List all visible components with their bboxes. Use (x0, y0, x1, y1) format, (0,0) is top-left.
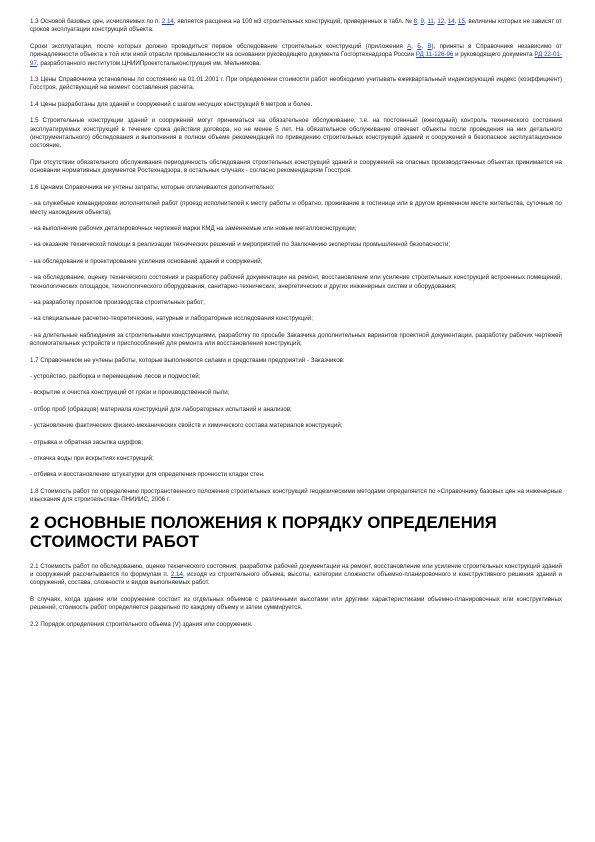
link-appendix-v[interactable]: В (427, 42, 432, 50)
list-item: - откачка воды при вскрытиях конструкций; (30, 455, 154, 462)
link-table-14[interactable]: 14 (447, 18, 455, 25)
link-appendix-a[interactable]: А (407, 42, 412, 50)
list-item: - на выполнение рабочих деталировочных чертежей марки КМД на заменяемые или новые металлоконструкции; (30, 224, 357, 232)
paragraph-1-3-prices-date: 1.3 Цены Справочника установлены по состоянию на 01.01.2001 г. При определении стоимости работ необходимо учитывать ежеквартальный индексирующий индекс (коэффициент) Госстроя, действующий на момент составления расчета. (30, 76, 562, 92)
link-appendix-b[interactable]: Б (417, 42, 422, 50)
paragraph-service-life: Сроки эксплуатации, после которых должно проводиться первое обследование строительных конструкций (приложения А, Б, В), приняты в Справочнике независимо от принадлежности объекта к той или иной отрасли промышленности на основании руководящего документа Госгортехнадзора России РД 11-126-96 и руководящего документа РД 22-01-97, разработанного институтом ЦНИИПроектстальконструкция им. Мельникова. (30, 42, 562, 67)
paragraph-2-1: 2.1 Стоимость работ по обследованию, оценке технического состояния, разработке рабочей документации на ремонт, восстановление или усиление строительных конструкций зданий и сооружений рассчитывается по формулам п. 2.14, исходя из строительного объема, высоты, категории сложности объемно-планировочного и конструктивного решения зданий и сооружений, состава, сложности и видов выполняемых работ. (30, 562, 562, 587)
list-item: - на длительные наблюдения за строительными конструкциями, разработку по просьбе Заказчика дополнительных вариантов проектной документации, разработку рабочих чертежей вспомогательных устройств и приспособлений для ремонта или восстановления конструкций; (30, 331, 562, 348)
paragraph-inspection-frequency: При отсутствии обязательного обслуживания периодичность обследования строительных конструкций зданий и сооружений на опасных производственных объектах принимается на основании нормативных документов Ростехнадзора, в остальных случаях - согласно рекомендациям Госстроя. (30, 158, 562, 175)
paragraph-1-4: 1.4 Цены разработаны для зданий и сооружений с шагом несущих конструкций 6 метров и более. (30, 100, 313, 108)
list-item: - на обследование и проектирование усиления оснований зданий и сооружений; (30, 257, 263, 265)
list-item: - на оказание технической помощи в реализации технических решений и мероприятий по Заключению экспертизы промышленной безопасности; (30, 241, 451, 249)
paragraph-1-7: 1.7 Справочником не учтены работы, которые выполняются силами и средствами предприятий - Заказчиков: (30, 356, 345, 364)
link-table-8[interactable]: 8 (413, 18, 418, 25)
link-item-2-14[interactable]: 2.14 (170, 571, 183, 579)
section-heading: 2 ОСНОВНЫЕ ПОЛОЖЕНИЯ К ПОРЯДКУ ОПРЕДЕЛЕНИЯ СТОИМОСТИ РАБОТ (30, 512, 497, 551)
list-item: - вскрытие и очистка конструкций от грязи и производственной пыли; (30, 389, 230, 397)
list-item: - установление фактических физико-механических свойств и химического состава материалов конструкций; (30, 422, 343, 430)
paragraph-separate-volumes: В случаях, когда здание или сооружение состоит из отдельных объемов с различными высотами или другими характеристиками объемно-планировочных или конструктивных решений, стоимость работ определяется раздельно по каждому объему и затем суммируется. (30, 595, 562, 612)
link-table-15[interactable]: 15 (458, 18, 465, 25)
paragraph-1-5: 1.5 Строительные конструкции зданий и сооружений могут приниматься на обязательное обслуживание, т.е. на постоянный (ежегодный) контроль технического состояния эксплуатируемых конструкций в течение срока действия договора, но не менее 5 лет. На обязательное обслуживание отвечает объекты после проведения на них детального (инструментального) обследования и выполнения в полном объеме рекомендаций по приведению строительных конструкций зданий и сооружений в безопасное эксплуатационное состояние. (30, 117, 562, 150)
link-table-12[interactable]: 12 (437, 18, 445, 25)
list-item: - отрывка и обратная засыпка шурфов; (30, 438, 143, 446)
list-item: - отбивка и восстановление штукатурки для определения прочности кладки стен. (30, 471, 265, 479)
list-item: - устройство, разборка и перемещение лесов и подмостей; (30, 372, 201, 380)
list-item: - на специальные расчетно-теоретические, натурные и лабораторные исследования конструкций; (30, 315, 313, 323)
list-item: - на служебные командировки исполнителей работ (проезд исполнителей к месту работы и обратно, проживание в гостинице или в другом временном месте жительства, суточные по месту нахождения объекта); (30, 200, 562, 216)
paragraph-1-6: 1.6 Ценами Справочника не учтены затраты, которые оплачиваются дополнительно: (30, 183, 275, 191)
paragraph-1-3-base-prices: 1.3 Основой базовых цен, исчисляемых по п. 2.14, является расценка на 100 м3 строительных конструкций, приведенных в табл. № 8, 9, 11, 12, 14, 15, величины которых не зависят от сроков эксплуатации конструкций объекта. (30, 18, 562, 34)
document-page (30, 18, 562, 637)
link-rd-22-01-97[interactable]: РД 22-01-97 (30, 51, 562, 67)
list-item: - на обследование, оценку технического состояния и разработку рабочей документации на ремонт, восстановление или усиление строительных конструкций встроенных помещений, технологических площадок, технологического оборудования, санитарно-технических, энергетических и других инженерных систем и оборудования; (30, 274, 562, 290)
link-table-9[interactable]: 9 (420, 18, 424, 25)
link-table-11[interactable]: 11 (427, 18, 434, 25)
list-item: - на разработку проектов производства строительных работ; (30, 298, 205, 306)
paragraph-1-8: 1.8 Стоимость работ по определению пространственного положения строительных конструкций геодезическими методами определяется по «Справочнику базовых цен на инженерные изыскания для строительства» ПНИИИС, 2006 г. (30, 487, 562, 504)
link-rd-11-126-96[interactable]: РД 11-126-96 (415, 51, 454, 59)
link-item-2-14[interactable]: 2.14 (161, 18, 174, 25)
list-item: - отбор проб (образцов) материала конструкций для лабораторных испытаний и анализов; (30, 405, 292, 413)
paragraph-2-2: 2.2 Порядок определения строительного объема (V) здания или сооружения. (30, 620, 253, 628)
